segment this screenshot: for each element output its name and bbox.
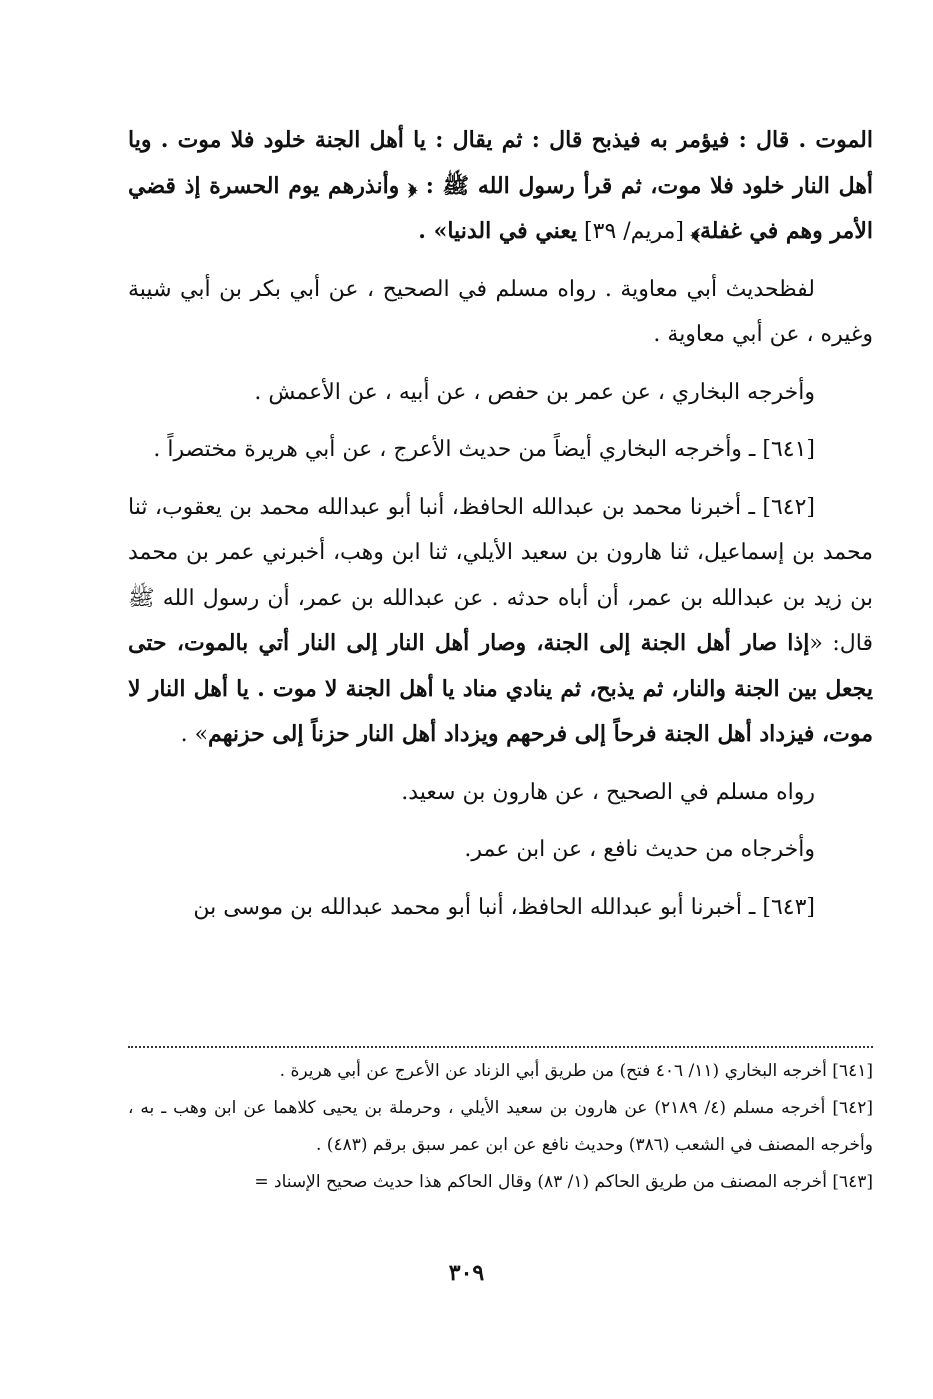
footnote-separator	[128, 1046, 873, 1048]
page-number: ٣٠٩	[448, 1260, 485, 1286]
main-text	[128, 118, 873, 942]
paragraph-8: [٦٤٣] ـ أخبرنا أبو عبدالله الحافظ، أنبا أبو محمد عبدالله بن موسى بن	[193, 894, 815, 920]
paragraph-3: وأخرجه البخاري ، عن عمر بن حفص ، عن أبيه ، عن الأعمش .	[254, 379, 815, 405]
footnote-641: [٦٤١] أخرجه البخاري (١١/ ٤٠٦ فتح) من طريق أبي الزناد عن الأعرج عن أبي هريرة .	[279, 1061, 873, 1081]
verse-reference: [مريم/ ٣٩]	[577, 219, 691, 244]
quote-text: الموت . قال : فيؤمر به فيذبح قال : ثم يقال : يا أهل الجنة خلود فلا موت . ويا أهل النار خلود فلا موت، ثم قرأ رسول الله ﷺ : ﴿ وأنذرهم يوم الحسرة إذ قضي الأمر وهم في غفلة﴾	[128, 127, 873, 244]
paragraph-7: وأخرجاه من حديث نافع ، عن ابن عمر.	[464, 837, 815, 862]
footnote-643: [٦٤٣] أخرجه المصنف من طريق الحاكم (١/ ٨٣) وقال الحاكم هذا حديث صحيح الإسناد =	[254, 1172, 873, 1192]
quote-text-end: يعني في الدنيا» .	[418, 218, 578, 244]
hadith-text: إذا صار أهل الجنة إلى الجنة، وصار أهل النار إلى النار أتي بالموت، حتى يجعل بين الجنة والنار، ثم يذبح، ثم ينادي مناد يا أهل الجنة لا موت . يا أهل النار لا موت، فيزداد أهل الجنة فرحاً إلى فرحهم ويزداد أهل النار حزناً إلى حزنهم	[128, 630, 873, 747]
paragraph-6: رواه مسلم في الصحيح ، عن هارون بن سعيد.	[401, 779, 815, 805]
paragraph-1	[128, 118, 873, 255]
hadith-end: » .	[180, 722, 209, 747]
footnote-642: [٦٤٢] أخرجه مسلم (٤/ ٢١٨٩) عن هارون بن سعيد الأيلي ، وحرملة بن يحيى كلاهما عن ابن وهب ـ به ، وأخرجه المصنف في الشعب (٣٨٦) وحديث نافع عن ابن عمر سبق برقم (٤٨٣) .	[128, 1098, 873, 1155]
paragraph-4: [٦٤١] ـ وأخرجه البخاري أيضاً من حديث الأعرج ، عن أبي هريرة مختصراً .	[153, 437, 815, 462]
paragraph-5	[128, 485, 873, 758]
paragraph-2: لفظحديث أبي معاوية . رواه مسلم في الصحيح ، عن أبي بكر بن أبي شيبة وغيره ، عن أبي معاوية .	[128, 276, 873, 347]
hadith-chain: [٦٤٢] ـ أخبرنا محمد بن عبدالله الحافظ، أنبا أبو عبدالله محمد بن يعقوب، ثنا محمد بن إسماعيل، ثنا هارون بن سعيد الأيلي، ثنا ابن وهب، أخبرني عمر بن محمد بن زيد بن عبدالله بن عمر، أن أباه حدثه . عن عبدالله بن عمر، أن رسول الله ﷺ قال: «	[128, 494, 874, 656]
footnotes	[128, 1053, 873, 1201]
